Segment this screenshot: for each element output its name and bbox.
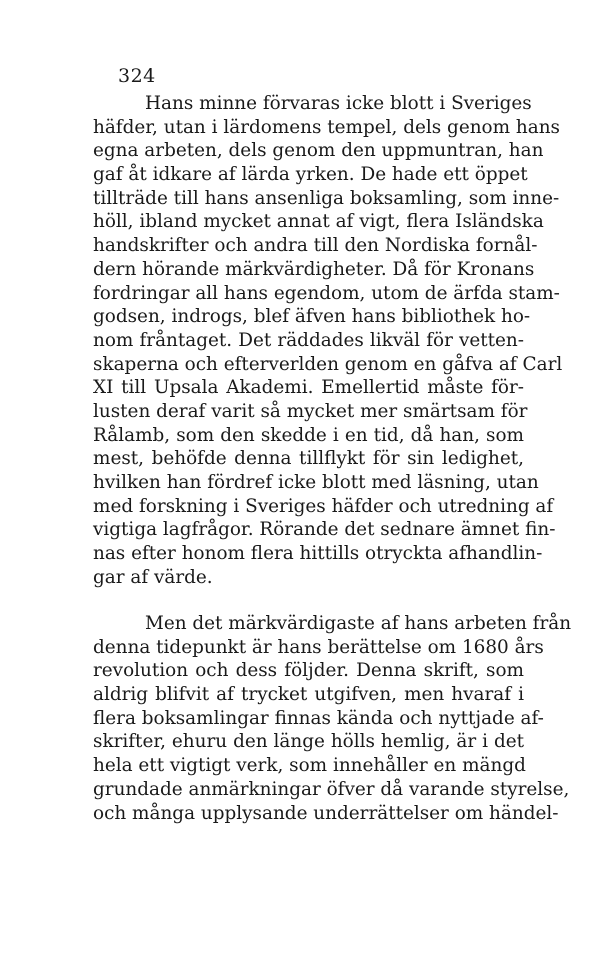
page-number: 324 <box>118 65 156 87</box>
text-line: egna arbeten, dels genom den uppmuntran, han <box>93 140 544 162</box>
text-line: gar af värde. <box>93 566 213 588</box>
text-line: skaperna och efterverlden genom en gåfva af Carl <box>93 353 563 375</box>
text-line: nom fråntaget. Det räddades likväl för vetten- <box>93 329 524 351</box>
text-line: handskrifter och andra till den Nordiska fornål- <box>93 235 538 257</box>
text-line: och många upplysande underrättelser om händel- <box>93 802 559 824</box>
text-line: godsen, indrogs, blef äfven hans bibliothek ho- <box>93 306 531 328</box>
text-line: höll, ibland mycket annat af vigt, flera Isländska <box>93 211 544 233</box>
text-line: vigtiga lagfrågor. Rörande det sednare ämnet fin- <box>93 519 556 541</box>
text-line: denna tidepunkt är hans berättelse om 1680 års <box>93 636 544 658</box>
text-line: Men det märkvärdigaste af hans arbeten från <box>145 613 572 634</box>
text-line: grundade anmärkningar öfver då varande styrelse, <box>93 778 570 800</box>
text-line: gaf åt idkare af lärda yrken. De hade ett öppet <box>93 164 528 186</box>
text-line: XI till Upsala Akademi. Emellertid måste för- <box>93 377 524 399</box>
text-line: häfder, utan i lärdomens tempel, dels genom hans <box>93 116 560 138</box>
text-line: hvilken han fördref icke blott med läsning, utan <box>93 472 539 493</box>
text-line: aldrig blifvit af trycket utgifven, men hvaraf i <box>93 684 524 706</box>
text-line: mest, behöfde denna tillflykt för sin ledighet, <box>93 448 524 470</box>
text-line: dern hörande märkvärdigheter. Då för Kronans <box>93 258 535 280</box>
text-line: med forskning i Sveriges häfder och utredning af <box>93 495 554 517</box>
text-line: flera boksamlingar finnas kända och nyttjade af- <box>93 707 544 729</box>
text-line: skrifter, ehuru den länge hölls hemlig, är i det <box>93 731 524 753</box>
text-line: hela ett vigtigt verk, som innehåller en mängd <box>93 755 526 777</box>
text-line: Hans minne förvaras icke blott i Sveriges <box>145 93 532 114</box>
text-line: revolution och dess följder. Denna skrift, som <box>93 660 524 682</box>
text-line: tillträde till hans ansenliga boksamling, som inne- <box>93 187 560 209</box>
text-line: fordringar all hans egendom, utom de ärfda stam- <box>93 282 560 304</box>
text-line: lusten deraf varit så mycket mer smärtsam för <box>93 400 528 422</box>
text-line: Rålamb, som den skedde i en tid, då han, som <box>93 424 524 446</box>
paragraph-2 <box>93 612 572 825</box>
paragraph-1 <box>93 92 563 589</box>
text-line: nas efter honom flera hittills otryckta afhandlin- <box>93 543 543 565</box>
